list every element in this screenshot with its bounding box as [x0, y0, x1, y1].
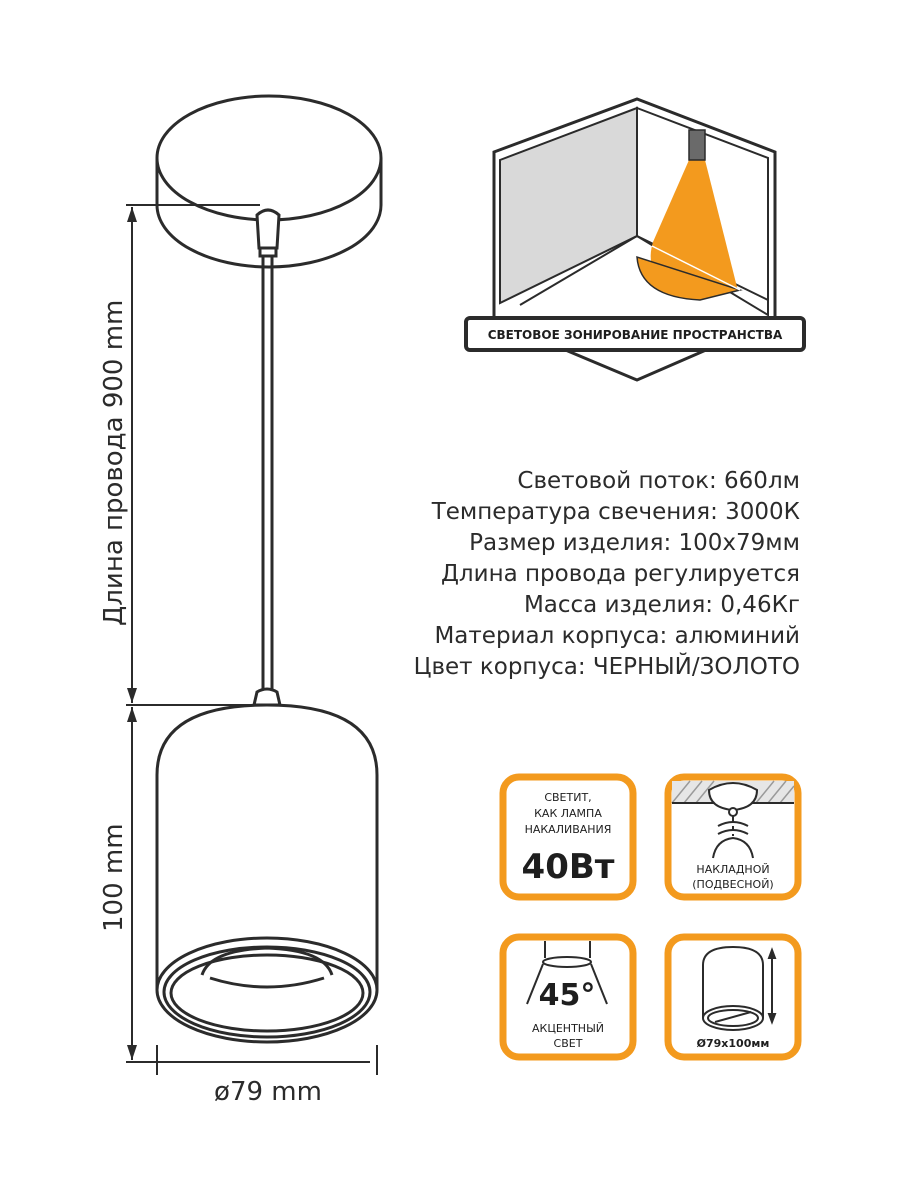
mount-line2: (ПОДВЕСНОЙ)	[692, 878, 774, 891]
badge-mount-type	[668, 777, 798, 897]
beam-line2: СВЕТ	[553, 1037, 583, 1050]
beam-line1: АКЦЕНТНЫЙ	[531, 1022, 605, 1035]
mount-line1: НАКЛАДНОЙ	[696, 863, 770, 876]
badge-lamp-equivalent	[503, 777, 633, 897]
spec-material: Материал корпуса: алюминий	[434, 623, 800, 649]
lamp-equiv-value: 40Вт	[521, 847, 615, 887]
lamp-equiv-line2: КАК ЛАМПА	[534, 807, 602, 820]
badge-beam-angle	[503, 937, 633, 1057]
size-label: Ø79x100мм	[696, 1037, 770, 1050]
beam-angle-value: 45°	[538, 978, 596, 1013]
spec-weight: Масса изделия: 0,46Кг	[523, 592, 800, 618]
lamp-equiv-line3: НАКАЛИВАНИЯ	[524, 823, 612, 836]
zoning-label: СВЕТОВОЕ ЗОНИРОВАНИЕ ПРОСТРАНСТВА	[487, 328, 783, 342]
badge-size	[668, 937, 798, 1057]
spec-body-color: Цвет корпуса: ЧЕРНЫЙ/ЗОЛОТО	[413, 654, 800, 680]
cable	[263, 256, 272, 690]
lamp-body	[157, 705, 377, 1042]
spec-color-temperature: Температура свечения: 3000К	[431, 499, 800, 525]
wire-length-label: Длина провода 900 mm	[99, 299, 129, 626]
small-lamp-icon	[689, 130, 705, 160]
spec-luminous-flux: Световой поток: 660лм	[517, 468, 800, 494]
spec-list	[414, 466, 800, 683]
diameter-label: ø79 mm	[214, 1077, 322, 1107]
cable-grip	[257, 210, 279, 248]
cable-connector	[254, 689, 280, 705]
spec-size: Размер изделия: 100х79мм	[469, 530, 800, 556]
lamp-equiv-line1: СВЕТИТ,	[544, 791, 592, 804]
spec-wire-adjustable: Длина провода регулируется	[440, 561, 800, 587]
zoning-illustration	[466, 99, 804, 380]
height-label: 100 mm	[99, 823, 129, 932]
